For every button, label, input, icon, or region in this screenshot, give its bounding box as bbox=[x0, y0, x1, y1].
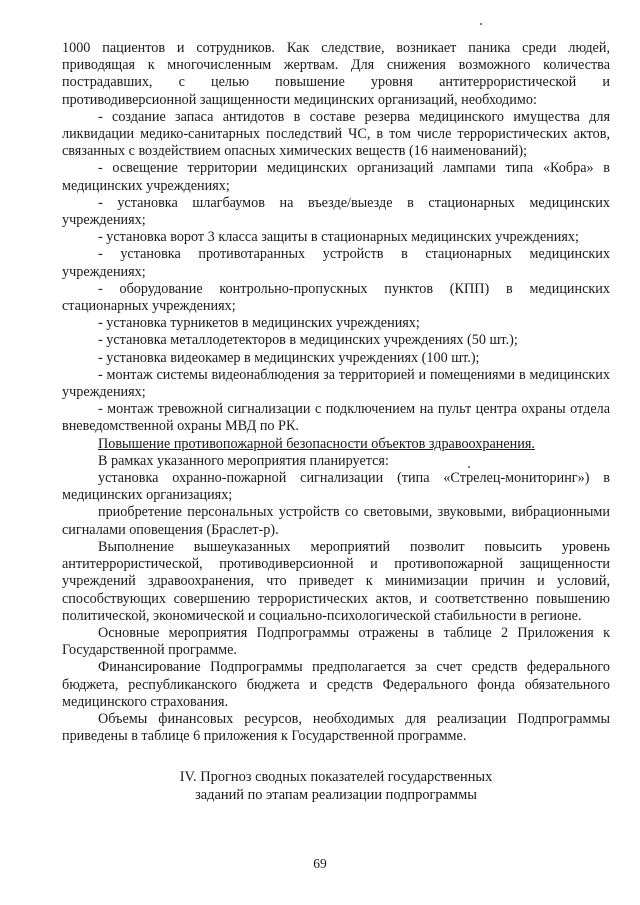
section-heading-line1: IV. Прогноз сводных показателей государственных bbox=[179, 769, 493, 786]
list-item-video-surveillance: - монтаж системы видеонаблюдения за территорией и помещениями в медицинских учреждениях; bbox=[62, 366, 610, 401]
list-item-antidotes: - создание запаса антидотов в составе резерва медицинского имущества для ликвидации медико-санитарных последствий ЧС, в том числе террористических актов, связанных с воздействием опасных химических веществ (16 наименований); bbox=[62, 108, 610, 160]
scan-speck bbox=[468, 466, 470, 468]
page-number: 69 bbox=[313, 856, 327, 871]
list-item-barriers: - установка шлагбаумов на въезде/выезде в стационарных медицинских учреждениях; bbox=[62, 194, 610, 229]
list-item-turnstiles: - установка турникетов в медицинских учреждениях; bbox=[98, 315, 420, 332]
paragraph-intro: 1000 пациентов и сотрудников. Как следствие, возникает паника среди людей, приводящая к многочисленным жертвам. Для снижения возможного количества пострадавших, с целью повышение уровня антитеррористической и противодиверсионной защищенности медицинских организаций, необходимо: bbox=[62, 40, 610, 108]
paragraph-resources: Объемы финансовых ресурсов, необходимых для реализации Подпрограммы приведены в таблице 6 приложения к Государственной программе. bbox=[62, 710, 610, 745]
section-heading bbox=[62, 769, 610, 804]
list-item-lighting: - освещение территории медицинских организаций лампами типа «Кобра» в медицинских учреждениях; bbox=[62, 160, 610, 194]
paragraph-main-activities: Основные мероприятия Подпрограммы отражены в таблице 2 Приложения к Государственной программе. bbox=[62, 624, 610, 659]
list-item-anti-ram: - установка противотаранных устройств в стационарных медицинских учреждениях; bbox=[62, 246, 610, 280]
paragraph-planned: В рамках указанного мероприятия планируется: bbox=[98, 452, 389, 469]
list-item-alarm: - монтаж тревожной сигнализации с подключением на пульт центра охраны отдела вневедомственной охраны МВД по РК. bbox=[62, 401, 610, 435]
section-heading-line2: заданий по этапам реализации подпрограммы bbox=[195, 786, 477, 803]
list-item-gates: - установка ворот 3 класса защиты в стационарных медицинских учреждениях; bbox=[98, 229, 579, 246]
scan-speck bbox=[480, 23, 482, 25]
paragraph-financing: Финансирование Подпрограммы предполагается за счет средств федерального бюджета, республиканского бюджета и средств Федерального фонда обязательного медицинского страхования. bbox=[62, 659, 610, 710]
paragraph-fire-alarm: установка охранно-пожарной сигнализации (типа «Стрелец-мониторинг») в медицинских организациях; bbox=[62, 470, 610, 504]
subheading-fire-safety: Повышение противопожарной безопасности объектов здравоохранения. bbox=[98, 435, 535, 452]
paragraph-outcome: Выполнение вышеуказанных мероприятий позволит повысить уровень антитеррористической, противодиверсионной и противопожарной защищенности учреждений здравоохранения, что приведет к минимизации причин и условий, способствующих совершению террористических актов, и соответственно повышению политической, экономической и социально-психологической стабильности в регионе. bbox=[62, 538, 610, 624]
list-item-cameras: - установка видеокамер в медицинских учреждениях (100 шт.); bbox=[98, 349, 480, 366]
paragraph-personal-devices: приобретение персональных устройств со световыми, звуковыми, вибрационными сигналами оповещения (Браслет-р). bbox=[62, 504, 610, 538]
list-item-metal-detectors: - установка металлодетекторов в медицинских учреждениях (50 шт.); bbox=[98, 332, 518, 349]
document-page bbox=[62, 40, 610, 804]
list-item-checkpoints: - оборудование контрольно-пропускных пунктов (КПП) в медицинских стационарных учреждениях; bbox=[62, 280, 610, 315]
